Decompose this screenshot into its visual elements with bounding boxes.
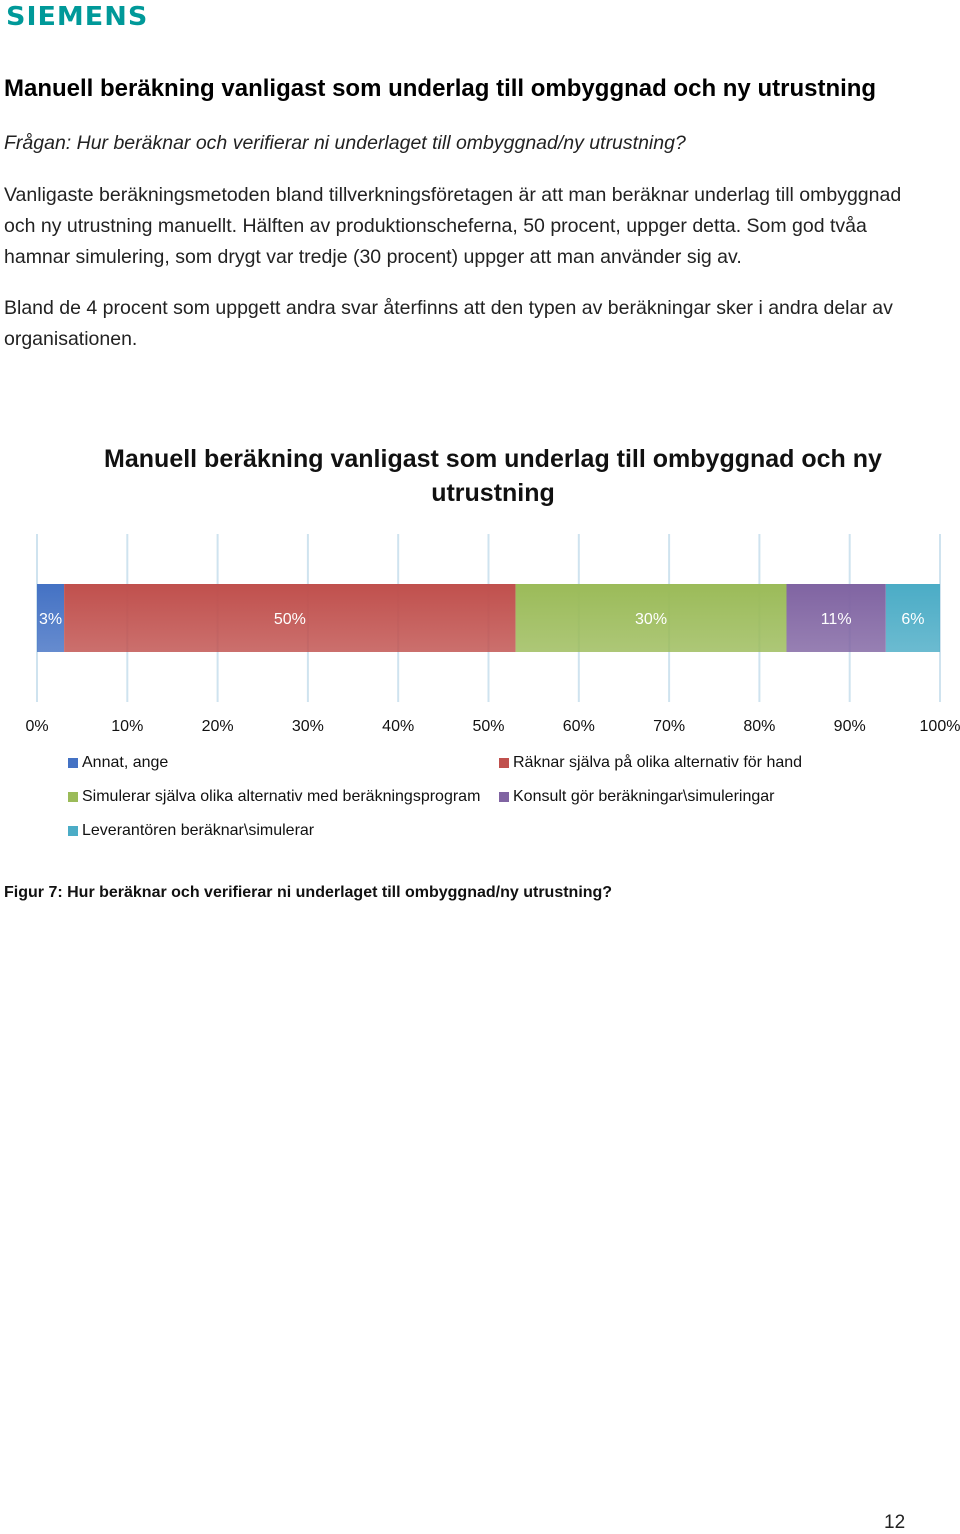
x-tick-label: 40% — [382, 718, 415, 735]
data-label: 30% — [635, 611, 668, 628]
legend-label: Konsult gör beräkningar\simuleringar — [513, 788, 775, 805]
legend-swatch — [68, 758, 78, 768]
legend-item-konsult — [499, 788, 774, 806]
figure-caption: Figur 7: Hur beräknar och verifierar ni underlaget till ombyggnad/ny utrustning? — [4, 884, 613, 901]
paragraph-other-answers: Bland de 4 procent som uppgett andra svar återfinns att den typen av beräkningar sker i andra delar av organisationen. — [4, 297, 893, 350]
legend-item-simulerar — [68, 788, 480, 806]
x-tick-label: 20% — [201, 718, 234, 735]
paragraph-summary: Vanligaste beräkningsmetoden bland tillverkningsföretagen är att man beräknar underlag till ombyggnad och ny utrustning manuellt. Hälften av produktionscheferna, 50 procent, uppger detta. Som god tvåa hamnar simulering, som drygt var tredje (30 procent) uppger att man använder sig av. — [4, 184, 902, 268]
stacked-bar-chart — [0, 520, 960, 742]
legend-swatch — [68, 826, 78, 836]
x-tick-label: 60% — [562, 718, 595, 735]
x-tick-label: 80% — [743, 718, 776, 735]
legend-label: Leverantören beräknar\simulerar — [82, 822, 315, 839]
legend-swatch — [499, 758, 509, 768]
legend-item-annat — [68, 754, 168, 772]
legend-label: Räknar själva på olika alternativ för hand — [513, 754, 803, 771]
x-tick-label: 0% — [25, 718, 49, 735]
chart-title — [0, 442, 960, 510]
legend-label: Annat, ange — [82, 754, 169, 771]
legend-swatch — [68, 792, 78, 802]
x-tick-label: 10% — [111, 718, 144, 735]
survey-question: Frågan: Hur beräknar och verifierar ni underlaget till ombyggnad/ny utrustning? — [4, 132, 686, 154]
legend-item-raknar — [499, 754, 802, 772]
siemens-logo: SIEMENS — [6, 2, 149, 32]
x-tick-label: 50% — [472, 718, 505, 735]
page-number: 12 — [884, 1512, 906, 1533]
data-label: 11% — [820, 611, 852, 628]
legend-item-leverantoren — [68, 822, 314, 840]
data-label: 6% — [901, 611, 925, 628]
chart-title-line-2: utrustning — [431, 479, 555, 507]
page-heading: Manuell beräkning vanligast som underlag till ombyggnad och ny utrustning — [4, 75, 877, 102]
data-label: 50% — [273, 611, 306, 628]
data-label: 3% — [38, 611, 63, 628]
x-tick-label: 100% — [919, 718, 960, 735]
x-tick-label: 30% — [291, 718, 324, 735]
x-tick-label: 70% — [653, 718, 686, 735]
x-tick-label: 90% — [833, 718, 866, 735]
legend-label: Simulerar själva olika alternativ med beräkningsprogram — [82, 788, 481, 805]
legend-swatch — [499, 792, 509, 802]
chart-title-line-1: Manuell beräkning vanligast som underlag till ombyggnad och ny — [104, 445, 882, 473]
